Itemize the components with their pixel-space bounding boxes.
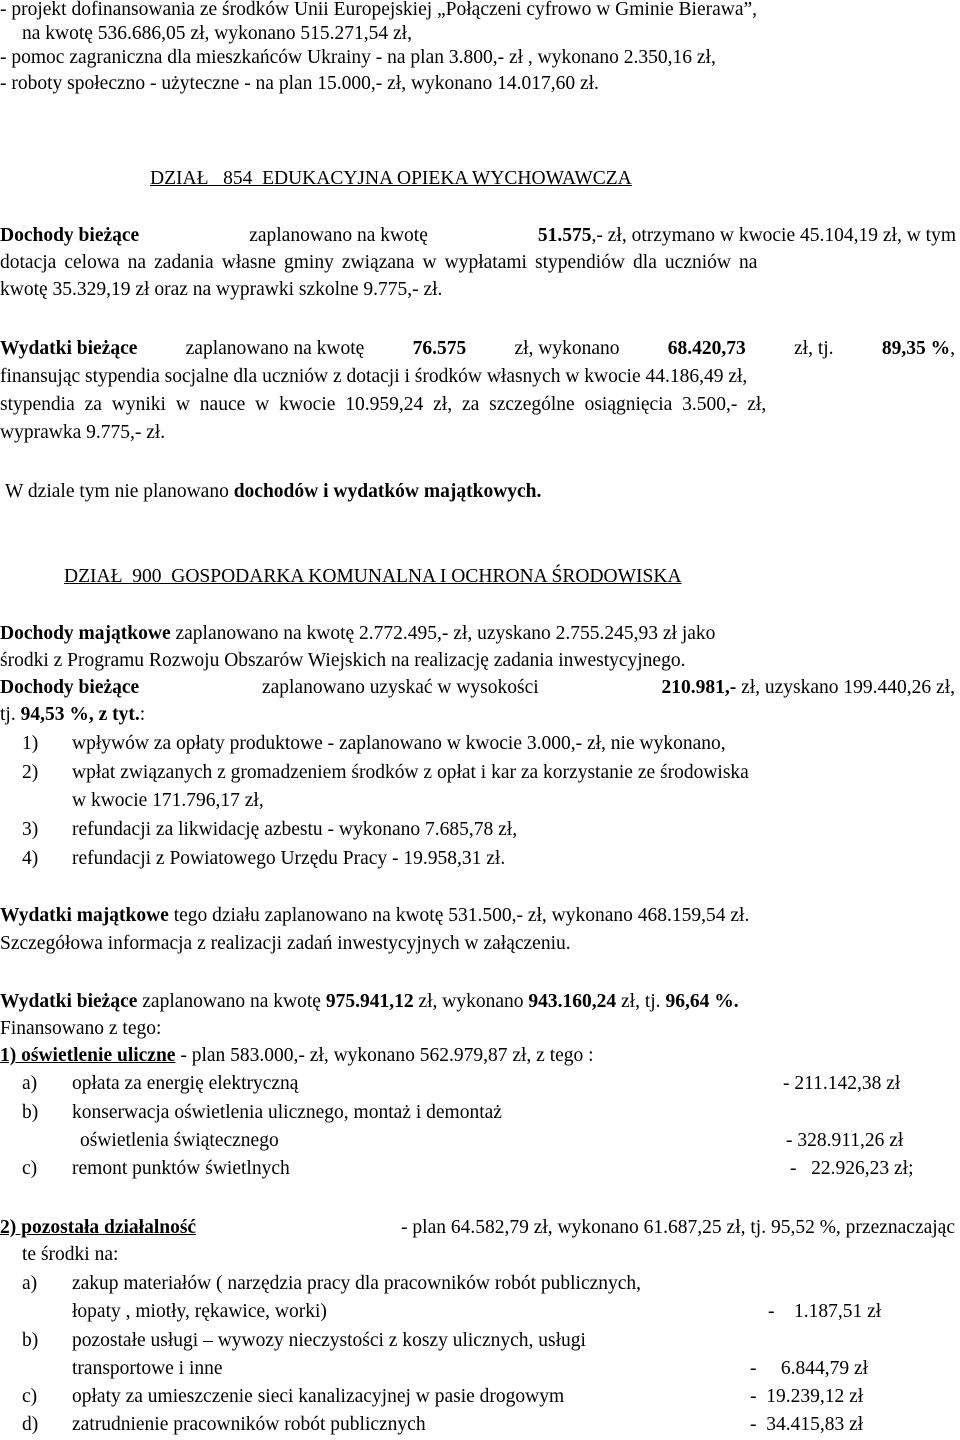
d900-s1-item-a (22, 1072, 298, 1096)
d900-s2-item-c (22, 1385, 564, 1409)
d854-wydatki-text-3: zł, tj. (794, 338, 834, 359)
d854-wydatki-percent: 89,35 % (881, 338, 951, 359)
intro-line-2: - pomoc zagraniczna dla mieszkańców Ukrainy - na plan 3.800,- zł , wykonano 2.350,16 zł, (0, 47, 716, 68)
d900-s1-item-text: opłata za energię elektryczną (72, 1073, 299, 1094)
d900-dm-label: Dochody majątkowe (0, 623, 171, 644)
d900-wb-text-2: zł, wykonano (418, 991, 524, 1012)
d900-wm-line-2: Szczegółowa informacja z realizacji zadań inwestycyjnych w załączeniu. (0, 933, 571, 954)
d900-s2-text: - plan 64.582,79 zł, wykonano 61.687,25 zł, tj. 95,52 %, przeznaczając (401, 1217, 955, 1238)
d900-s2-item-text: zatrudnienie pracowników robót publicznych (72, 1414, 426, 1435)
d900-dochody-biezace-line (0, 676, 955, 700)
d900-item-text: refundacji z Powiatowego Urzędu Pracy - 19.958,31 zł. (72, 848, 506, 869)
d900-s1-item-c-amount: - 22.926,23 zł; (790, 1158, 914, 1179)
d900-wm-label: Wydatki majątkowe (0, 905, 169, 926)
d900-item-text: refundacji za likwidację azbestu - wykonano 7.685,78 zł, (72, 819, 518, 840)
d900-s2-item-text: opłaty za umieszczenie sieci kanalizacyjnej w pasie drogowym (72, 1386, 565, 1407)
d900-s2-item-letter: a) (22, 1273, 38, 1294)
d900-dochody-majatkowe-line (0, 622, 715, 646)
d854-wydatki-text-2: zł, wykonano (514, 338, 620, 359)
d900-item-3 (22, 818, 517, 842)
d900-s1-item-a-amount: - 211.142,38 zł (783, 1073, 901, 1094)
d900-s2-line-2: te środki na: (22, 1244, 119, 1265)
d854-note-text: W dziale tym nie planowano (5, 481, 229, 502)
d900-s1-text: - plan 583.000,- zł, wykonano 562.979,87 zł, z tego : (180, 1045, 594, 1066)
intro-line-1b: na kwotę 536.686,05 zł, wykonano 515.271,54 zł, (22, 23, 412, 44)
d900-s2-item-b-amount: - 6.844,79 zł (750, 1358, 869, 1379)
d900-item-number: 4) (22, 848, 39, 869)
d900-s2-item-b-cont: transportowe i inne (72, 1358, 223, 1379)
d900-wb-percent: 96,64 %. (665, 991, 739, 1012)
d854-wydatki-plan: 76.575 (412, 338, 467, 359)
d900-db-text-1: zaplanowano uzyskać w wysokości (261, 677, 539, 698)
d900-s2-item-a-cont: łopaty , miotły, rękawice, worki) (72, 1301, 327, 1322)
d854-line-6: stypendia za wyniki w nauce w kwocie 10.959,24 zł, za szczególne osiągnięcia 3.500,- zł, (0, 394, 767, 415)
d900-wb-done: 943.160,24 (528, 991, 617, 1012)
d900-item-4 (22, 847, 505, 871)
d900-item-2-cont: w kwocie 171.796,17 zł, (72, 790, 264, 811)
d854-dochody-text-2: ,- zł, otrzymano w kwocie 45.104,19 zł, w tym (591, 225, 956, 246)
d900-db-label: Dochody bieżące (0, 677, 140, 698)
d900-s1-item-letter: a) (22, 1073, 38, 1094)
section-heading-900: DZIAŁ 900 GOSPODARKA KOMUNALNA I OCHRONA ŚRODOWISKA (64, 566, 682, 587)
d854-note (5, 480, 541, 504)
d854-dochody-label: Dochody bieżące (0, 225, 140, 246)
d900-s2-item-d-amount: - 34.415,83 zł (750, 1414, 864, 1435)
section-heading-854: DZIAŁ 854 EDUKACYJNA OPIEKA WYCHOWAWCZA (150, 168, 632, 189)
d900-item-2 (22, 761, 749, 785)
intro-line-3: - roboty społeczno - użyteczne - na plan 15.000,- zł, wykonano 14.017,60 zł. (0, 73, 599, 94)
d854-note-bold: dochodów i wydatków majątkowych. (233, 481, 542, 502)
d900-wb-label: Wydatki bieżące (0, 991, 138, 1012)
d900-item-text: wpłat związanych z gromadzeniem środków z opłat i kar za korzystanie ze środowiska (72, 762, 749, 783)
d900-s1-item-letter: b) (22, 1102, 39, 1123)
d854-line-2: dotacja celowa na zadania własne gminy związana w wypłatami stypendiów dla uczniów na (0, 252, 758, 273)
d900-db-percent: 94,53 %, z tyt. (20, 704, 140, 725)
d900-s1-item-b (22, 1101, 502, 1125)
d900-db-colon: : (139, 704, 146, 725)
d854-wydatki-line (0, 337, 955, 361)
d900-s2-line (0, 1216, 955, 1240)
d900-item-1 (22, 732, 726, 756)
d900-s1-item-text: konserwacja oświetlenia ulicznego, montaż i demontaż (72, 1102, 502, 1123)
d900-s1-item-c (22, 1157, 290, 1181)
d900-s1-item-text: remont punktów świetlnych (72, 1158, 290, 1179)
d900-db-amount: 210.981,- (661, 677, 737, 698)
d900-s1-item-b-cont: oświetlenia świątecznego (80, 1130, 279, 1151)
d854-line-7: wyprawka 9.775,- zł. (0, 422, 166, 443)
d900-item-number: 1) (22, 733, 39, 754)
d900-wydatki-majatkowe-line (0, 904, 749, 928)
d900-dm-line-2: środki z Programu Rozwoju Obszarów Wiejskich na realizację zadania inwestycyjnego. (0, 650, 686, 671)
d900-s1-line (0, 1044, 594, 1068)
d900-s2-item-letter: c) (22, 1386, 38, 1407)
d900-s2-item-text: zakup materiałów ( narzędzia pracy dla pracowników robót publicznych, (72, 1273, 642, 1294)
d900-s2-item-b (22, 1329, 586, 1353)
d900-db-line-2 (0, 703, 145, 727)
d900-db-text-2: zł, uzyskano 199.440,26 zł, (741, 677, 955, 698)
d854-wydatki-text-1: zaplanowano na kwotę (185, 338, 365, 359)
d854-dochody-text-1: zaplanowano na kwotę (249, 225, 428, 246)
intro-line-1: - projekt dofinansowania ze środków Unii Europejskiej „Połączeni cyfrowo w Gminie Bierawa”, (0, 0, 758, 20)
d900-s2-item-c-amount: - 19.239,12 zł (750, 1386, 864, 1407)
d900-dm-text: zaplanowano na kwotę 2.772.495,- zł, uzyskano 2.755.245,93 zł jako (175, 623, 716, 644)
d900-s2-item-text: pozostałe usługi – wywozy nieczystości z koszy ulicznych, usługi (72, 1330, 586, 1351)
d900-s2-item-d (22, 1413, 426, 1437)
d854-wydatki-text-4: , (950, 338, 955, 359)
d900-wydatki-biezace-line (0, 990, 739, 1014)
d900-financed-label: Finansowano z tego: (0, 1018, 162, 1039)
d900-wb-text-1: zaplanowano na kwotę (142, 991, 321, 1012)
d900-s1-item-b-amount: - 328.911,26 zł (786, 1130, 904, 1151)
d854-line-3: kwotę 35.329,19 zł oraz na wyprawki szkolne 9.775,- zł. (0, 279, 443, 300)
d900-s2-item-a-amount: - 1.187,51 zł (768, 1301, 882, 1322)
d900-s1-item-letter: c) (22, 1158, 38, 1179)
d900-item-number: 2) (22, 762, 39, 783)
d900-db-tj: tj. (0, 704, 16, 725)
d900-item-number: 3) (22, 819, 39, 840)
d900-item-text: wpływów za opłaty produktowe - zaplanowano w kwocie 3.000,- zł, nie wykonano, (72, 733, 726, 754)
d900-wb-text-3: zł, tj. (621, 991, 661, 1012)
d900-s2-label: 2) pozostała działalność (0, 1217, 197, 1238)
d854-wydatki-done: 68.420,73 (667, 338, 746, 359)
d854-wydatki-label: Wydatki bieżące (0, 338, 138, 359)
d854-dochody-amount: 51.575 (537, 225, 592, 246)
d900-wb-plan: 975.941,12 (325, 991, 414, 1012)
d900-s2-item-letter: d) (22, 1414, 39, 1435)
d900-wm-text: tego działu zaplanowano na kwotę 531.500,- zł, wykonano 468.159,54 zł. (173, 905, 750, 926)
d900-s2-item-a (22, 1272, 641, 1296)
d854-line-5: finansując stypendia socjalne dla uczniów z dotacji i środków własnych w kwocie 44.186,49 zł, (0, 366, 748, 387)
d900-s2-item-letter: b) (22, 1330, 39, 1351)
d854-dochody-line (0, 224, 956, 248)
d900-s1-label: 1) oświetlenie uliczne (0, 1045, 176, 1066)
